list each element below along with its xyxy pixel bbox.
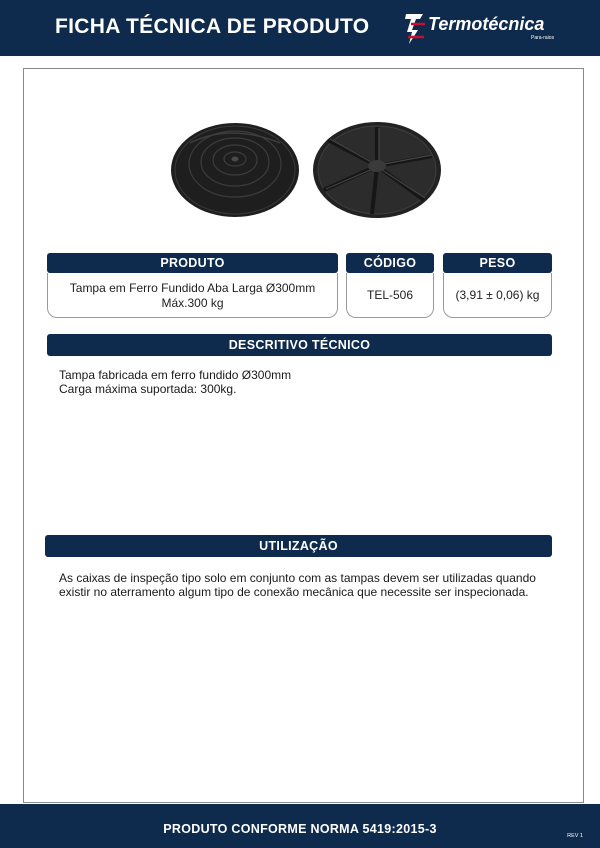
produto-description-line1: Tampa em Ferro Fundido Aba Larga Ø300mm xyxy=(69,281,316,295)
utilizacao-body xyxy=(59,571,536,599)
document-title: FICHA TÉCNICA DE PRODUTO xyxy=(55,15,370,38)
utilizacao-line: existir no aterramento algum tipo de conexão mecânica que necessite ser inspecionada. xyxy=(59,585,529,599)
utilizacao-line: As caixas de inspeção tipo solo em conjunto com as tampas devem ser utilizadas quando xyxy=(59,571,536,585)
produto-cell xyxy=(47,273,338,318)
brand-logo xyxy=(403,10,583,48)
product-photo-bottom-view xyxy=(312,118,442,218)
produto-header: PRODUTO xyxy=(47,253,338,273)
descritivo-header: DESCRITIVO TÉCNICO xyxy=(47,334,552,356)
brand-mark-icon xyxy=(403,10,427,46)
product-photo-top-view xyxy=(170,118,300,218)
codigo-header: CÓDIGO xyxy=(346,253,434,273)
header-bar xyxy=(0,0,600,56)
revision-label: REV 1 xyxy=(567,833,583,839)
peso-header: PESO xyxy=(443,253,552,273)
codigo-value: TEL-506 xyxy=(366,288,414,302)
codigo-cell xyxy=(346,273,434,318)
footer-bar xyxy=(0,804,600,848)
peso-cell xyxy=(443,273,552,318)
descritivo-line: Carga máxima suportada: 300kg. xyxy=(59,382,237,396)
peso-value: (3,91 ± 0,06) kg xyxy=(455,288,540,302)
produto-description-line2: Máx.300 kg xyxy=(161,296,224,310)
utilizacao-header: UTILIZAÇÃO xyxy=(45,535,552,557)
descritivo-body xyxy=(59,368,291,396)
content-frame xyxy=(23,68,584,803)
brand-subtitle: Para-raios xyxy=(531,35,555,41)
descritivo-line: Tampa fabricada em ferro fundido Ø300mm xyxy=(59,368,292,382)
norma-statement: PRODUTO CONFORME NORMA 5419:2015-3 xyxy=(163,822,437,836)
brand-name: Termotécnica xyxy=(428,14,545,34)
